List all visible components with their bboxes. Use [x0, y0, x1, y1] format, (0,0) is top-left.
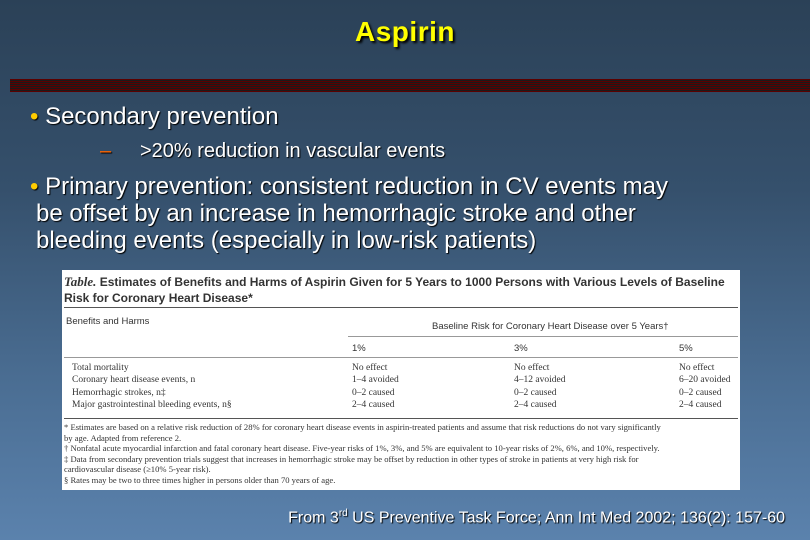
footnote: * Estimates are based on a relative risk reduction of 28% for coronary heart disease events in aspirin-treated patients and assume that risk reductions do not vary significantly — [64, 422, 661, 432]
footnote: ‡ Data from secondary prevention trials suggest that increases in hemorrhagic stroke may be offset by reduction in other types of stroke in patients at very high risk for — [64, 453, 639, 464]
bullet-icon: • — [30, 173, 39, 200]
citation-text: From 3 — [288, 509, 339, 527]
bullet-text-line1: Primary prevention: consistent reduction in CV events may — [45, 173, 669, 200]
table-label: Table. — [64, 274, 97, 289]
bullet-text-line2: be offset by an increase in hemorrhagic stroke and other — [36, 200, 636, 227]
table-col-3pct — [514, 362, 565, 411]
table-rule — [64, 418, 738, 419]
row-label: Hemorrhagic strokes, n‡ — [72, 387, 166, 398]
table-cell: 2–4 caused — [679, 399, 722, 410]
bullet-icon: • — [30, 103, 39, 130]
table-cell: 2–4 caused — [352, 399, 395, 410]
bullet-text: Secondary prevention — [45, 103, 279, 130]
column-3pct: 3% — [514, 343, 528, 354]
table-footnotes — [64, 422, 740, 485]
citation-text-rest: US Preventive Task Force; Ann Int Med 2002; 136(2): 157-60 — [347, 509, 785, 527]
table-cell: 0–2 caused — [514, 387, 557, 398]
column-header-risk: Baseline Risk for Coronary Heart Disease over 5 Years† — [432, 321, 669, 332]
table-caption — [64, 274, 734, 306]
slide-title: Aspirin — [355, 16, 455, 47]
table-cell: No effect — [352, 363, 388, 373]
column-header-benefits: Benefits and Harms — [66, 316, 150, 327]
table-caption-line1: Estimates of Benefits and Harms of Aspirin Given for 5 Years to 1000 Persons with Various Levels of Baseline — [99, 275, 725, 289]
table-cell: 6–20 avoided — [679, 375, 731, 386]
bullet-primary-prevention — [30, 173, 800, 254]
table-col-5pct — [679, 362, 730, 411]
table-rule — [64, 307, 738, 308]
citation-superscript: rd — [338, 508, 348, 519]
table-cell: 1–4 avoided — [352, 375, 399, 386]
footnote: by age. Adapted from reference 2. — [64, 432, 182, 443]
table-rule — [64, 357, 738, 358]
row-label: Major gastrointestinal bleeding events, n§ — [72, 399, 232, 410]
sub-bullet-reduction — [100, 140, 445, 162]
table-cell: 2–4 caused — [514, 399, 557, 410]
column-5pct: 5% — [679, 343, 693, 354]
column-1pct: 1% — [352, 343, 366, 354]
table-cell: 4–12 avoided — [514, 375, 566, 386]
dash-icon: – — [100, 140, 112, 162]
benefits-harms-table — [62, 270, 740, 490]
table-rule — [348, 336, 738, 337]
row-label: Coronary heart disease events, n — [72, 375, 196, 386]
table-cell: No effect — [514, 363, 550, 373]
table-cell: 0–2 caused — [352, 387, 395, 398]
table-cell: No effect — [679, 363, 715, 373]
table-col-1pct — [352, 362, 399, 411]
sub-bullet-text: >20% reduction in vascular events — [140, 140, 446, 162]
footnote: † Nonfatal acute myocardial infarction and fatal coronary heart disease. Five-year risks of 1%, 3%, and 5% are equivalent to 10-year risks of 2%, 6%, and 10%, respectively. — [64, 443, 660, 453]
table-caption-line2: Risk for Coronary Heart Disease* — [64, 291, 253, 305]
row-label: Total mortality — [72, 363, 129, 373]
bullet-text-line3: bleeding events (especially in low-risk patients) — [36, 227, 537, 254]
source-citation — [288, 508, 785, 527]
bullet-secondary-prevention — [30, 103, 279, 130]
table-row-labels — [72, 362, 232, 411]
footnote: cardiovascular disease (≥10% 5-year risk). — [64, 464, 211, 474]
table-cell: 0–2 caused — [679, 387, 722, 398]
title-divider — [10, 79, 810, 92]
footnote: § Rates may be two to three times higher in persons older than 70 years of age. — [64, 474, 336, 485]
